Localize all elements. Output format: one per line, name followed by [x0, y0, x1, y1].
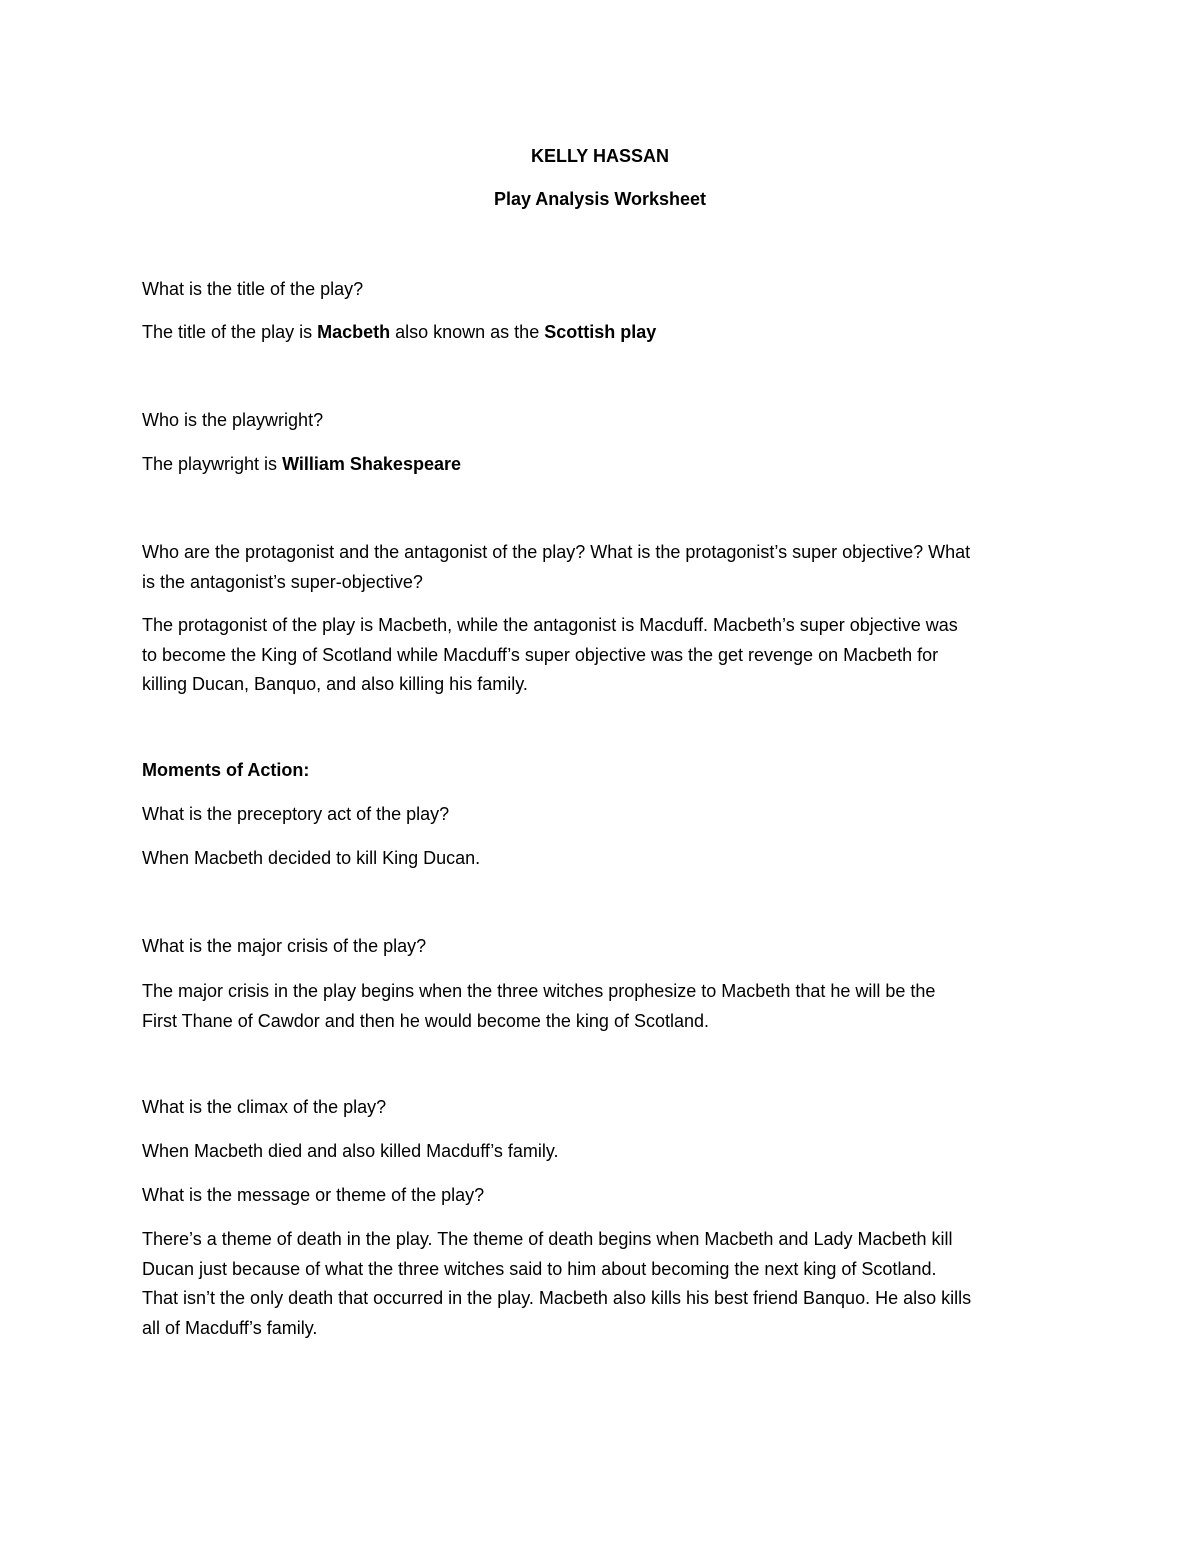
- answer-line: There’s a theme of death in the play. The theme of death begins when Macbeth and Lady Macbeth kill: [142, 1229, 953, 1249]
- question-playwright: Who is the playwright?: [142, 410, 324, 430]
- answer-line: First Thane of Cawdor and then he would become the king of Scotland.: [142, 1010, 710, 1031]
- answer-preceptory: When Macbeth decided to kill King Ducan.: [142, 848, 481, 868]
- answer-title: [142, 318, 1062, 347]
- document-title: Play Analysis Worksheet: [493, 189, 707, 209]
- section-heading-moments: Moments of Action:: [142, 760, 310, 780]
- question-crisis: What is the major crisis of the play?: [142, 936, 427, 956]
- question-line: is the antagonist’s super-objective?: [142, 571, 423, 592]
- question-preceptory: What is the preceptory act of the play?: [142, 804, 450, 824]
- answer-bold-play-name: Macbeth: [317, 322, 391, 342]
- answer-line: all of Macduff’s family.: [142, 1317, 318, 1338]
- answer-crisis: [142, 977, 1067, 1036]
- answer-line: The major crisis in the play begins when the three witches prophesize to Macbeth that he will be the: [142, 981, 936, 1001]
- answer-text: also known as the: [390, 322, 545, 342]
- answer-line: That isn’t the only death that occurred in the play. Macbeth also kills his best friend Banquo. He also kills: [142, 1288, 972, 1308]
- question-theme: What is the message or theme of the play?: [142, 1185, 485, 1205]
- answer-line: The protagonist of the play is Macbeth, while the antagonist is Macduff. Macbeth’s super objective was: [142, 615, 958, 635]
- question-protagonist: [142, 538, 1067, 597]
- question-title: What is the title of the play?: [142, 279, 364, 299]
- answer-line: Ducan just because of what the three witches said to him about becoming the next king of Scotland.: [142, 1258, 937, 1279]
- answer-line: to become the King of Scotland while Macduff’s super objective was the get revenge on Macbeth for: [142, 644, 939, 665]
- answer-protagonist: [142, 611, 1067, 700]
- answer-text: The playwright is: [142, 454, 283, 474]
- answer-bold-playwright: William Shakespeare: [282, 454, 461, 474]
- answer-line: killing Ducan, Banquo, and also killing his family.: [142, 674, 528, 694]
- answer-playwright: [142, 450, 1062, 479]
- question-climax: What is the climax of the play?: [142, 1097, 387, 1117]
- answer-theme: [142, 1225, 1067, 1343]
- question-line: Who are the protagonist and the antagonist of the play? What is the protagonist’s super objective? What: [142, 542, 971, 562]
- answer-text: The title of the play is: [142, 322, 318, 342]
- author-name: KELLY HASSAN: [530, 146, 670, 166]
- answer-climax: When Macbeth died and also killed Macduff’s family.: [142, 1141, 559, 1161]
- answer-bold-nickname: Scottish play: [544, 322, 657, 342]
